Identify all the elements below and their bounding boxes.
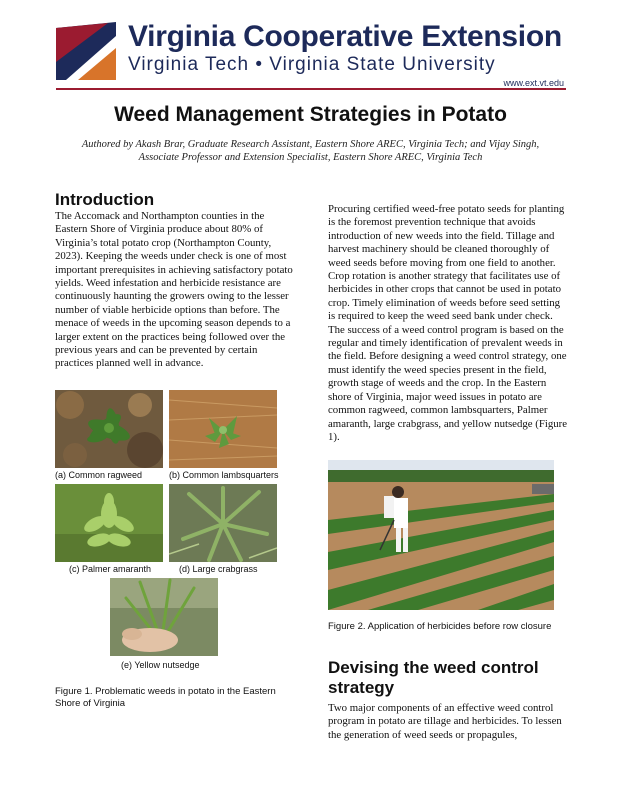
identification-paragraph: The success of a weed control program is based on the regular and timely identification of prevalent weeds in the field. Before designing a weed control strategy, one must identify the weed species present in the field, growth stage of weeds and the crop. In the Eastern shore of Virginia, major weed issues in potato are common ragweed, common lambsquarters, Palmer amaranth, large crabgrass, and yellow nutsedge (Figure 1). <box>328 323 568 443</box>
herbicide-application-photo <box>328 460 554 610</box>
brand-url[interactable]: www.ext.vt.edu <box>503 78 564 88</box>
extension-header <box>56 18 566 86</box>
caption-large-crabgrass: (d) Large crabgrass <box>179 564 258 574</box>
introduction-text: The Accomack and Northampton counties in the Eastern Shore of Virginia produce about 80% of Virginia’s total potato crop (Northampton County, 2023). Keeping the weeds under check is one of most important prerequisites in achieving satisfactory potato yields. Weed infestation and herbicide resistance are continuously haunting the growers owing to the lesser number of viable herbicide options than before. The menace of weeds in the upcoming season depends to a larger extent on the practices being followed over the previous years and can be prevented by certain practices planned well in advance. <box>55 210 293 370</box>
figure-2-caption: Figure 2. Application of herbicides before row closure <box>328 621 552 632</box>
vce-logo-icon <box>56 22 116 80</box>
caption-common-ragweed: (a) Common ragweed <box>55 470 143 480</box>
common-ragweed-photo <box>55 390 163 468</box>
introduction-section <box>55 190 295 371</box>
figure-1-caption: Figure 1. Problematic weeds in potato in the Eastern Shore of Virginia <box>55 686 276 709</box>
authors-block <box>40 138 581 164</box>
weed-control-strategy-text: Two major components of an effective weed control program in potato are tillage and herbicides. To lessen the generation of weed seeds or propagules, <box>328 702 562 741</box>
caption-yellow-nutsedge: (e) Yellow nutsedge <box>121 660 200 670</box>
introduction-heading: Introduction <box>55 190 155 209</box>
weed-control-strategy-heading: Devising the weed control strategy <box>328 658 539 697</box>
brand-title: Virginia Cooperative Extension <box>128 20 562 53</box>
caption-common-lambsquarters: (b) Common lambsquarters <box>169 470 279 480</box>
prevention-section <box>328 203 568 444</box>
palmer-amaranth-photo <box>55 484 163 562</box>
document-title: Weed Management Strategies in Potato <box>114 103 507 126</box>
authors-line-1: Authored by Akash Brar, Graduate Research Assistant, Eastern Shore AREC, Virginia Tech; and Vijay Singh, <box>81 139 540 150</box>
brand-subtitle: Virginia Tech • Virginia State University <box>128 54 496 75</box>
prevention-paragraph: Procuring certified weed-free potato seeds for planting is the foremost prevention technique that avoids introduction of new weeds into the field. Tillage and harvest machinery should be cleaned thoroughly of weed seeds before moving from one field to another. Crop rotation is another strategy that facilitates use of herbicides in other crops that cannot be used in potato crop. Timely elimination of weeds before seed setting is required to keep the weed seed bank under check. <box>328 203 565 323</box>
caption-palmer-amaranth: (c) Palmer amaranth <box>69 564 152 574</box>
figure-1-photo-grid <box>55 390 295 680</box>
large-crabgrass-photo <box>169 484 277 562</box>
header-divider <box>56 88 566 90</box>
authors-line-2: Associate Professor and Extension Specialist, Eastern Shore AREC, Virginia Tech <box>138 152 483 163</box>
weed-control-strategy-section <box>328 658 568 742</box>
yellow-nutsedge-photo <box>110 578 218 656</box>
common-lambsquarters-photo <box>169 390 277 468</box>
